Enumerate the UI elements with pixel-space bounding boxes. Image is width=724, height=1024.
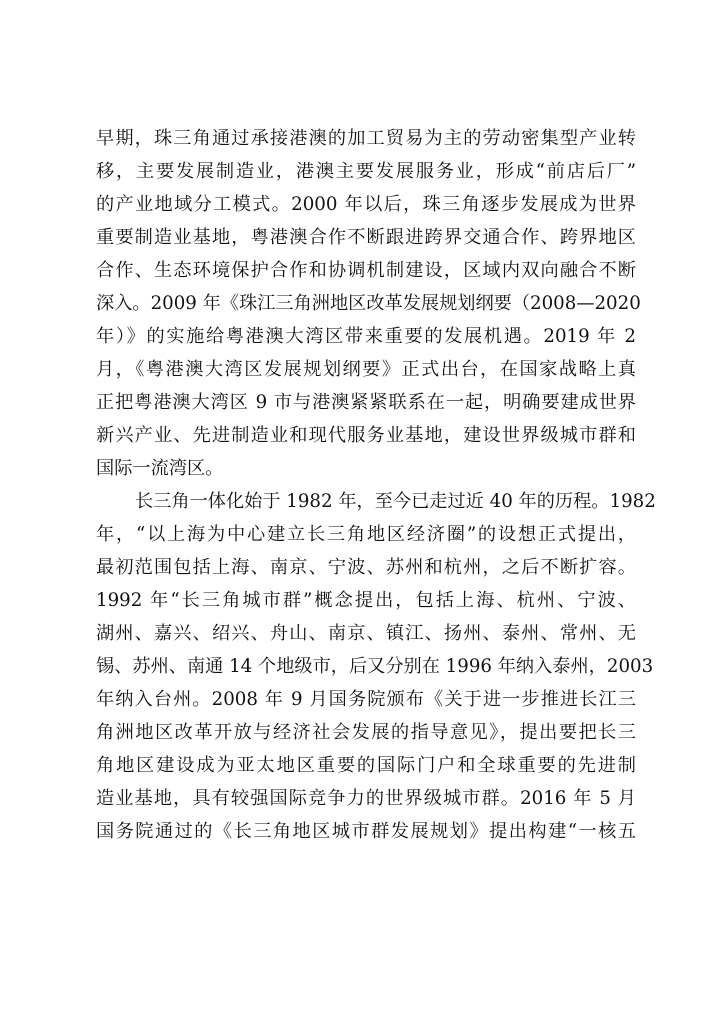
text-line: 国务院通过的《长三角地区城市群发展规划》提出构建“一核五 [96, 821, 636, 842]
text-line: 月，《粤港澳大湾区发展规划纲要》正式出台，在国家战略上真 [96, 359, 636, 380]
paragraph-yangtze-river-delta [96, 485, 656, 848]
text-line: 锡、苏州、南通 14 个地级市，后又分别在 1996 年纳入泰州，2003 [96, 656, 654, 677]
text-line: 长三角一体化始于 1982 年，至今已走过近 40 年的历程。1982 [135, 491, 656, 512]
text-line: 年，“以上海为中心建立长三角地区经济圈”的设想正式提出， [96, 524, 636, 545]
text-line: 重要制造业基地，粤港澳合作不断跟进跨界交通合作、跨界地区 [96, 227, 636, 248]
paragraph-greater-bay-area [96, 122, 641, 485]
text-line: 的产业地域分工模式。2000 年以后，珠三角逐步发展成为世界 [96, 194, 636, 215]
text-line: 合作、生态环境保护合作和协调机制建设，区域内双向融合不断 [96, 260, 636, 281]
text-line: 年）》的实施给粤港澳大湾区带来重要的发展机遇。2019 年 2 [96, 326, 636, 347]
text-line: 新兴产业、先进制造业和现代服务业基地，建设世界级城市群和 [96, 425, 636, 446]
text-line: 最初范围包括上海、南京、宁波、苏州和杭州，之后不断扩容。 [96, 557, 636, 578]
text-line: 年纳入台州。2008 年 9 月国务院颁布《关于进一步推进长江三 [96, 689, 636, 710]
text-line: 角地区建设成为亚太地区重要的国际门户和全球重要的先进制 [96, 755, 636, 776]
text-line: 1992 年“长三角城市群”概念提出，包括上海、杭州、宁波、 [96, 590, 636, 611]
text-line: 湖州、嘉兴、绍兴、舟山、南京、镇江、扬州、泰州、常州、无 [96, 623, 636, 644]
text-line: 深入。2009 年《珠江三角洲地区改革发展规划纲要（2008—2020 [96, 293, 641, 314]
text-line: 移，主要发展制造业，港澳主要发展服务业，形成“前店后厂” [96, 161, 636, 182]
text-line: 造业基地，具有较强国际竞争力的世界级城市群。2016 年 5 月 [96, 788, 636, 809]
text-line: 角洲地区改革开放与经济社会发展的指导意见》，提出要把长三 [96, 722, 636, 743]
text-line: 正把粤港澳大湾区 9 市与港澳紧紧联系在一起，明确要建成世界 [96, 392, 636, 413]
text-line: 早期，珠三角通过承接港澳的加工贸易为主的劳动密集型产业转 [96, 128, 636, 149]
text-line: 国际一流湾区。 [96, 458, 224, 479]
document-body [96, 122, 656, 848]
